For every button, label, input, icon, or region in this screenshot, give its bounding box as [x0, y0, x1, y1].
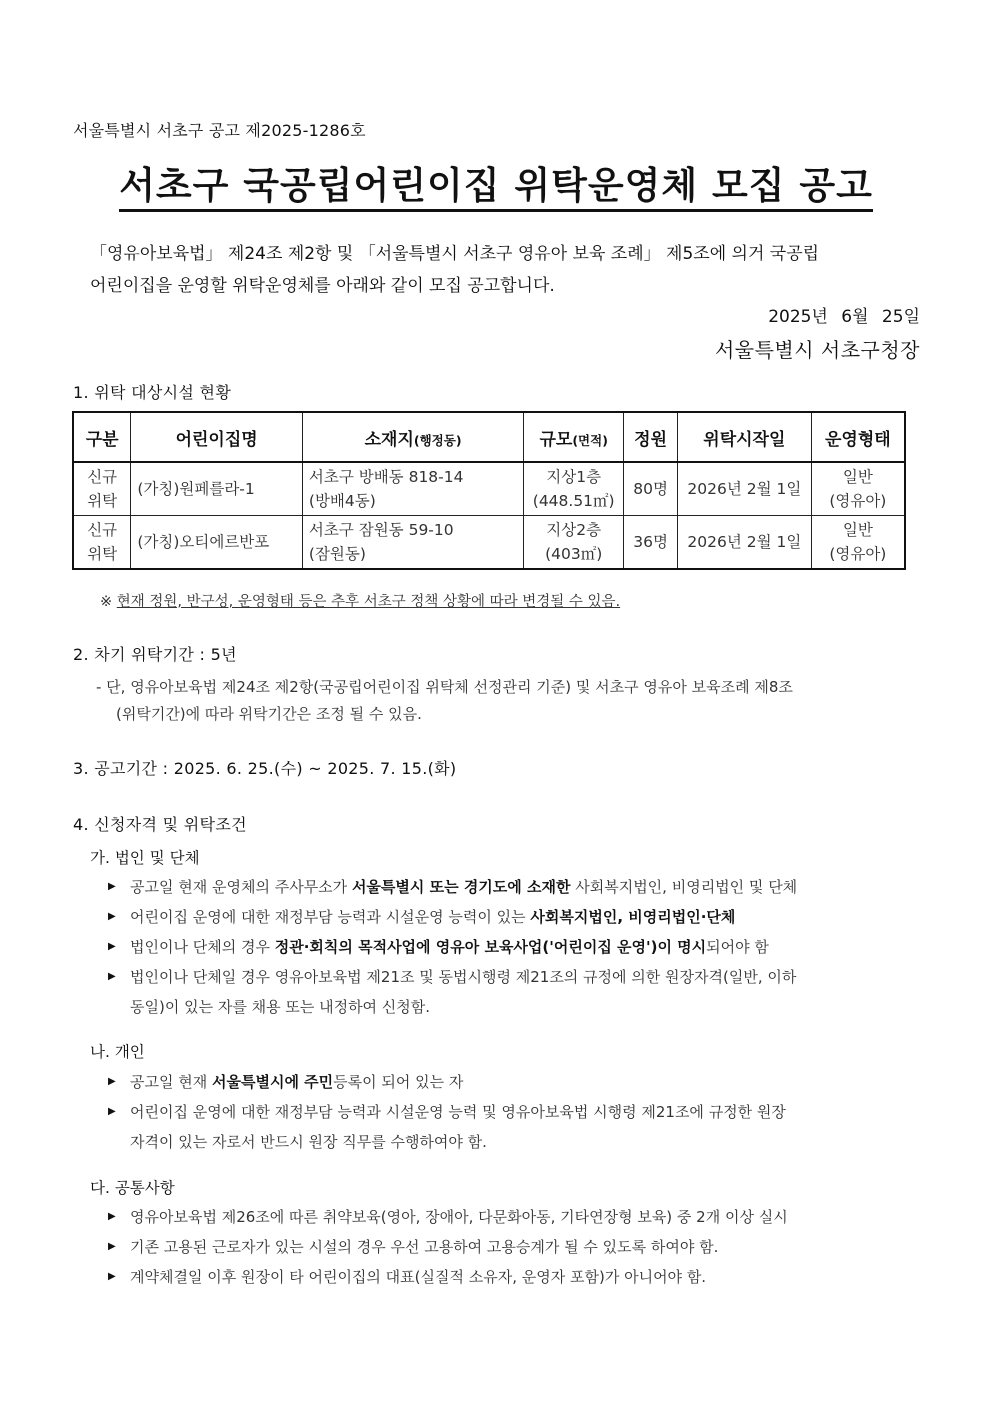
cell-scale: 지상2층 (403㎡) — [524, 516, 624, 570]
table-row — [73, 516, 905, 570]
list-item: ▶ 공고일 현재 운영체의 주사무소가 서울특별시 또는 경기도에 소재한 사회복지법인, 비영리법인 및 단체 — [106, 872, 922, 902]
cell-type: 일반 (영유아) — [811, 516, 905, 570]
cell-start-date: 2026년 2월 1일 — [678, 462, 812, 516]
notice-date: 2025년 6월 25일 — [768, 307, 920, 327]
cell-type: 일반 (영유아) — [811, 462, 905, 516]
document-title-text: 서초구 국공립어린이집 위탁운영체 모집 공고 — [119, 164, 873, 212]
list-item: ▶ 기존 고용된 근로자가 있는 시설의 경우 우선 고용하여 고용승계가 될 수 있도록 하여야 함. — [106, 1232, 922, 1262]
intro-line-2: 어린이집을 운영할 위탁운영체를 아래와 같이 모집 공고합니다. — [90, 276, 555, 296]
list-item: ▶ 영유아보육법 제26조에 따른 취약보육(영아, 장애아, 다문화아동, 기타연장형 보육) 중 2개 이상 실시 — [106, 1202, 922, 1232]
notice-number: 서울특별시 서초구 공고 제2025-1286호 — [73, 121, 366, 140]
cell-name: (가칭)오티에르반포 — [131, 516, 303, 570]
section-2-heading: 2. 차기 위탁기간 : 5년 — [73, 645, 237, 664]
bullet-arrow-icon: ▶ — [108, 911, 116, 922]
issuer-name: 서울특별시 서초구청장 — [714, 338, 920, 362]
subsection-c-list — [106, 1202, 922, 1292]
list-item: ▶ 계약체결일 이후 원장이 타 어린이집의 대표(실질적 소유자, 운영자 포함)가 아니어야 함. — [106, 1262, 922, 1292]
list-item: ▶ 법인이나 단체일 경우 영유아보육법 제21조 및 동법시행령 제21조의 규정에 의한 원장자격(일반, 이하 동일)이 있는 자를 채용 또는 내정하여 신청함. — [106, 962, 922, 1022]
section-1-heading: 1. 위탁 대상시설 현황 — [73, 383, 232, 402]
document-title — [0, 155, 992, 209]
section-3-heading: 3. 공고기간 : 2025. 6. 25.(수) ~ 2025. 7. 15.(화) — [73, 759, 457, 778]
cell-scale: 지상1층 (448.51㎡) — [524, 462, 624, 516]
cell-location: 서초구 방배동 818-14 (방배4동) — [302, 462, 523, 516]
cell-capacity: 80명 — [624, 462, 678, 516]
header-scale: 규모(면적) — [524, 412, 624, 462]
section-2-line-1: - 단, 영유아보육법 제24조 제2항(국공립어린이집 위탁체 선정관리 기준) 및 서초구 영유아 보육조례 제8조 — [96, 678, 793, 696]
footnote-mark: ※ — [100, 594, 113, 610]
bullet-arrow-icon: ▶ — [108, 1106, 116, 1117]
list-item: ▶ 어린이집 운영에 대한 재정부담 능력과 시설운영 능력이 있는 사회복지법인, 비영리법인·단체 — [106, 902, 922, 932]
list-item: ▶ 어린이집 운영에 대한 재정부담 능력과 시설운영 능력 및 영유아보육법 시행령 제21조에 규정한 원장 자격이 있는 자로서 반드시 원장 직무를 수행하여야 함. — [106, 1097, 922, 1157]
header-start-date: 위탁시작일 — [678, 412, 812, 462]
header-capacity: 정원 — [624, 412, 678, 462]
header-type: 운영형태 — [811, 412, 905, 462]
bullet-arrow-icon: ▶ — [108, 941, 116, 952]
cell-start-date: 2026년 2월 1일 — [678, 516, 812, 570]
intro-line-1: 「영유아보육법」 제24조 제2항 및 「서울특별시 서초구 영유아 보육 조례」 제5조에 의거 국공립 — [90, 244, 820, 264]
facility-table — [72, 411, 906, 570]
list-item: ▶ 공고일 현재 서울특별시에 주민등록이 되어 있는 자 — [106, 1067, 922, 1097]
bullet-arrow-icon: ▶ — [108, 971, 116, 982]
table-header-row — [73, 412, 905, 462]
section-2-line-2: (위탁기간)에 따라 위탁기간은 조정 될 수 있음. — [116, 705, 422, 723]
section-4-heading: 4. 신청자격 및 위탁조건 — [73, 815, 247, 834]
cell-category: 신규 위탁 — [73, 516, 131, 570]
subsection-c-heading: 다. 공통사항 — [90, 1179, 175, 1197]
subsection-a-heading: 가. 법인 및 단체 — [90, 849, 200, 867]
bullet-arrow-icon: ▶ — [108, 881, 116, 892]
header-name: 어린이집명 — [131, 412, 303, 462]
subsection-b-heading: 나. 개인 — [90, 1043, 145, 1061]
cell-name: (가칭)원페를라-1 — [131, 462, 303, 516]
table-row — [73, 462, 905, 516]
bullet-arrow-icon: ▶ — [108, 1271, 116, 1282]
cell-capacity: 36명 — [624, 516, 678, 570]
subsection-a-list — [106, 872, 922, 1022]
bullet-arrow-icon: ▶ — [108, 1211, 116, 1222]
table-footnote — [100, 590, 620, 611]
bullet-arrow-icon: ▶ — [108, 1076, 116, 1087]
footnote-text: 현재 정원, 반구성, 운영형태 등은 추후 서초구 정책 상황에 따라 변경될 수 있음. — [116, 594, 621, 610]
header-category: 구분 — [73, 412, 131, 462]
cell-location: 서초구 잠원동 59-10 (잠원동) — [302, 516, 523, 570]
intro-paragraph — [90, 238, 920, 302]
list-item: ▶ 법인이나 단체의 경우 정관·회칙의 목적사업에 영유아 보육사업('어린이집 운영')이 명시되어야 함 — [106, 932, 922, 962]
cell-category: 신규 위탁 — [73, 462, 131, 516]
bullet-arrow-icon: ▶ — [108, 1241, 116, 1252]
subsection-b-list — [106, 1067, 922, 1157]
header-location: 소재지(행정동) — [302, 412, 523, 462]
